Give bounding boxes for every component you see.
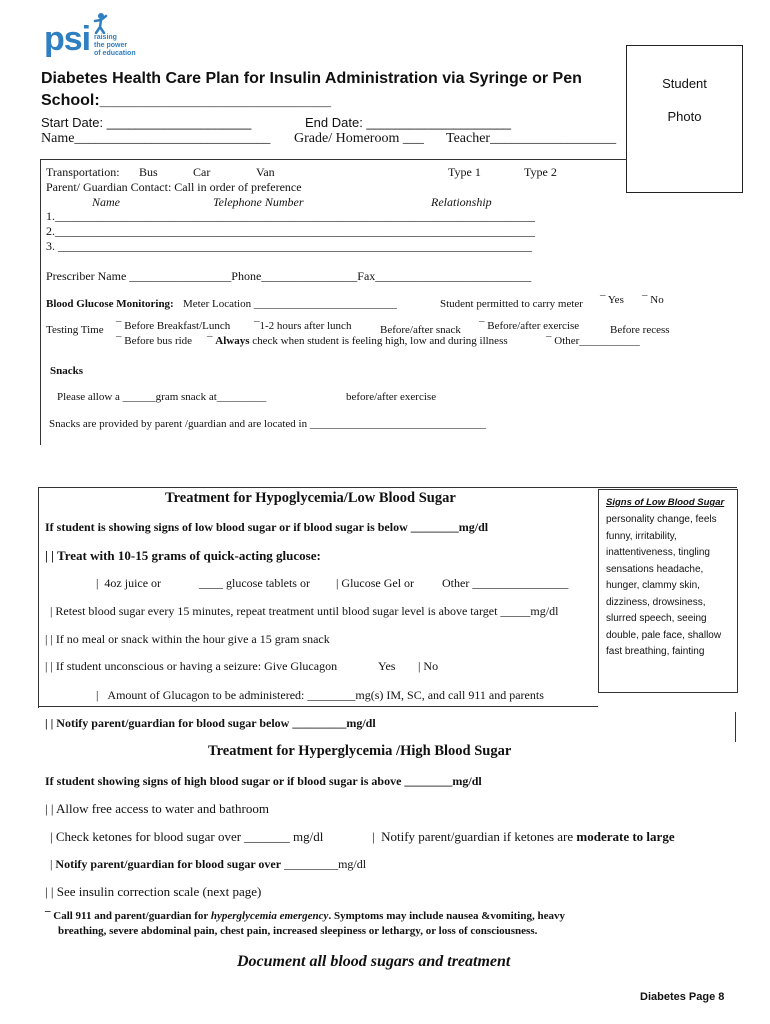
unconscious-checkbox[interactable]: | | If student unconscious or having a seizure: Give Glucagon (45, 659, 338, 673)
col-relationship-header: Relationship (431, 195, 492, 209)
type-1-option[interactable]: Type 1 (448, 165, 481, 179)
contact-line-3[interactable]: 3. _______________________________________________________________________________ (46, 239, 532, 253)
moderate-large-label: moderate to large (576, 829, 675, 844)
notify-over-label: Notify parent/guardian for blood sugar over (55, 857, 282, 871)
juice-checkbox[interactable]: | 4oz juice or (96, 576, 162, 590)
glucagon-yes-option[interactable]: Yes (378, 659, 396, 673)
snack-before-after-exercise: before/after exercise (346, 391, 437, 403)
treat-glucose-label: Treat with 10-15 grams of quick-acting glucose: (57, 548, 321, 563)
before-breakfast-checkbox[interactable]: ¯ Before Breakfast/Lunch (116, 320, 231, 332)
transport-car[interactable]: Car (193, 165, 211, 179)
notify-ketones-checkbox[interactable]: | Notify parent/guardian if ketones are moderate to large (372, 829, 675, 844)
before-after-snack-option[interactable]: Before/after snack (380, 324, 461, 336)
carry-no-checkbox[interactable]: ¯ No (642, 294, 664, 306)
retest-label: Retest blood sugar every 15 minutes, repeat treatment until blood sugar level is above target _____mg/dl (55, 604, 559, 618)
other-time-checkbox[interactable]: ¯ Other___________ (546, 335, 640, 347)
before-after-exercise-label: Before/after exercise (487, 320, 580, 332)
always-label: Always (215, 335, 250, 347)
start-date-field[interactable]: Start Date: ____________________ (41, 115, 252, 130)
glucose-gel-label: Glucose Gel or (341, 576, 415, 590)
carry-meter-label: Student permitted to carry meter (440, 298, 583, 310)
student-photo-box (626, 45, 743, 193)
before-bus-label: Before bus ride (124, 335, 193, 347)
signs-low-text: personality change, feels funny, irritability, inattentiveness, tingling sensations headache, hunger, clammy skin, dizziness, drowsiness, slurred speech, seeing double, pale face, shallow fast breathing, fainting (606, 514, 722, 657)
correction-scale-label: See insulin correction scale (next page) (56, 884, 262, 899)
snack-location-field[interactable]: Snacks are provided by parent /guardian and are located in ________________________________ (49, 418, 486, 430)
testing-time-label: Testing Time (46, 324, 104, 336)
parent-contact-label: Parent/ Guardian Contact: Call in order of preference (46, 180, 302, 194)
other-time-label: Other___________ (554, 335, 640, 347)
type-2-option[interactable]: Type 2 (524, 165, 557, 179)
water-access-checkbox[interactable]: | | Allow free access to water and bathroom (45, 801, 269, 816)
juice-label: 4oz juice or (104, 576, 162, 590)
notify-below-label: Notify parent/guardian for blood sugar below _________mg/dl (56, 716, 376, 730)
notify-below-checkbox[interactable]: | | Notify parent/guardian for blood sugar below _________mg/dl (45, 716, 376, 730)
always-check-checkbox[interactable]: ¯ Always check when student is feeling high, low and during illness (207, 335, 508, 347)
transportation-label: Transportation: (46, 165, 120, 179)
grade-field[interactable]: Grade/ Homeroom ___ (294, 131, 424, 146)
photo-label-2: Photo (667, 109, 702, 124)
col-phone-header: Telephone Number (213, 195, 304, 209)
signs-low-title: Signs of Low Blood Sugar (606, 497, 725, 508)
contact-line-1[interactable]: 1.________________________________________________________________________________ (46, 209, 535, 223)
notify-over-checkbox[interactable]: | Notify parent/guardian for blood sugar over _________mg/dl (50, 857, 367, 871)
monitoring-label: Blood Glucose Monitoring: (46, 298, 174, 310)
hyper-title: Treatment for Hyperglycemia /High Blood Sugar (208, 743, 512, 759)
glucagon-no-label: No (423, 659, 439, 673)
logo-figure-icon (92, 12, 108, 34)
before-bus-checkbox[interactable]: ¯ Before bus ride (116, 335, 193, 347)
before-breakfast-label: Before Breakfast/Lunch (124, 320, 231, 332)
school-field[interactable]: School:__________________________ (41, 92, 332, 109)
glucose-tablets-field[interactable]: ____ glucose tablets or (199, 576, 310, 590)
snack-amount-field[interactable]: Please allow a ______gram snack at_________ (57, 391, 267, 403)
psi-logo (44, 12, 144, 64)
notify-ketones-label: Notify parent/guardian if ketones are (381, 829, 574, 844)
prescriber-line[interactable]: Prescriber Name _________________Phone________________Fax__________________________ (46, 269, 532, 283)
transport-bus[interactable]: Bus (139, 165, 158, 179)
call-911-checkbox[interactable]: ¯ Call 911 and parent/guardian for hyperglycemia emergency. Symptoms may include nausea &vomiting, heavy (45, 910, 565, 922)
teacher-field[interactable]: Teacher__________________ (446, 131, 617, 146)
glucagon-amount-field[interactable]: | Amount of Glucagon to be administered: ________mg(s) IM, SC, and call 911 and parents (96, 688, 544, 702)
hyper-threshold-line[interactable]: If student showing signs of high blood sugar or if blood sugar is above ________mg/dl (45, 774, 482, 788)
before-after-exercise-checkbox[interactable]: ¯ Before/after exercise (479, 320, 580, 332)
glucagon-no-checkbox[interactable]: | No (418, 659, 439, 673)
logo-tagline-2: the power (94, 42, 128, 49)
notify-over-tail: _________mg/dl (284, 857, 367, 871)
check-ketones-label: Check ketones for blood sugar over _______ mg/dl (55, 829, 324, 844)
after-lunch-checkbox[interactable]: ¯1-2 hours after lunch (254, 320, 352, 332)
glucose-gel-checkbox[interactable]: | Glucose Gel or (336, 576, 415, 590)
logo-tagline-3: of education (94, 50, 136, 57)
col-name-header: Name (92, 195, 120, 209)
hypo-threshold-line[interactable]: If student is showing signs of low blood sugar or if blood sugar is below ________mg/dl (45, 520, 489, 534)
page-number: Diabetes Page 8 (640, 991, 725, 1003)
call-911-label-a: Call 911 and parent/guardian for (53, 910, 209, 922)
carry-yes-label: Yes (607, 294, 624, 306)
document-reminder: Document all blood sugars and treatment (237, 953, 511, 970)
call-911-emergency: hyperglycemia emergency (210, 910, 329, 922)
carry-no-label: No (650, 294, 664, 306)
logo-tagline-1: raising (94, 34, 117, 41)
no-meal-label: If no meal or snack within the hour give a 15 gram snack (55, 632, 330, 646)
carry-yes-checkbox[interactable]: ¯ Yes (600, 294, 624, 306)
name-field[interactable]: Name____________________________ (41, 131, 271, 146)
signs-low-box (598, 489, 738, 693)
treat-glucose-checkbox[interactable]: | | Treat with 10-15 grams of quick-acting glucose: (45, 548, 321, 563)
meter-location-field[interactable]: Meter Location __________________________ (183, 298, 397, 310)
snacks-label: Snacks (50, 365, 84, 377)
unconscious-label: If student unconscious or having a seizure: Give Glucagon (55, 659, 338, 673)
page-title: Diabetes Health Care Plan for Insulin Administration via Syringe or Pen (41, 70, 582, 87)
after-lunch-label: 1-2 hours after lunch (259, 320, 352, 332)
glucagon-amount-label: Amount of Glucagon to be administered: ________mg(s) IM, SC, and call 911 and parents (107, 688, 544, 702)
contact-line-2[interactable]: 2.________________________________________________________________________________ (46, 224, 535, 238)
before-recess-option[interactable]: Before recess (610, 324, 670, 336)
check-ketones-checkbox[interactable]: | Check ketones for blood sugar over _______ mg/dl (50, 829, 324, 844)
hypo-title: Treatment for Hypoglycemia/Low Blood Sugar (165, 490, 456, 506)
transport-van[interactable]: Van (256, 165, 275, 179)
correction-scale-checkbox[interactable]: | | See insulin correction scale (next page) (45, 884, 262, 899)
end-date-field[interactable]: End Date: ____________________ (305, 115, 512, 130)
photo-label-1: Student (662, 76, 707, 91)
hyper-right-rule (735, 712, 736, 742)
no-meal-checkbox[interactable]: | | If no meal or snack within the hour give a 15 gram snack (45, 632, 330, 646)
logo-mark: psi (44, 20, 91, 58)
hypo-box-bottom-rule (38, 706, 598, 707)
other-treatment-field[interactable]: Other ________________ (442, 576, 569, 590)
retest-checkbox[interactable]: | Retest blood sugar every 15 minutes, repeat treatment until blood sugar level is above target _____mg/dl (50, 604, 559, 618)
always-rest-label: check when student is feeling high, low and during illness (252, 335, 508, 347)
call-911-symptoms: breathing, severe abdominal pain, chest pain, increased sleepiness or lethargy, or loss of consciousness. (58, 925, 538, 937)
water-access-label: Allow free access to water and bathroom (56, 801, 269, 816)
call-911-label-b: . Symptoms may include nausea &vomiting, heavy (328, 910, 565, 922)
